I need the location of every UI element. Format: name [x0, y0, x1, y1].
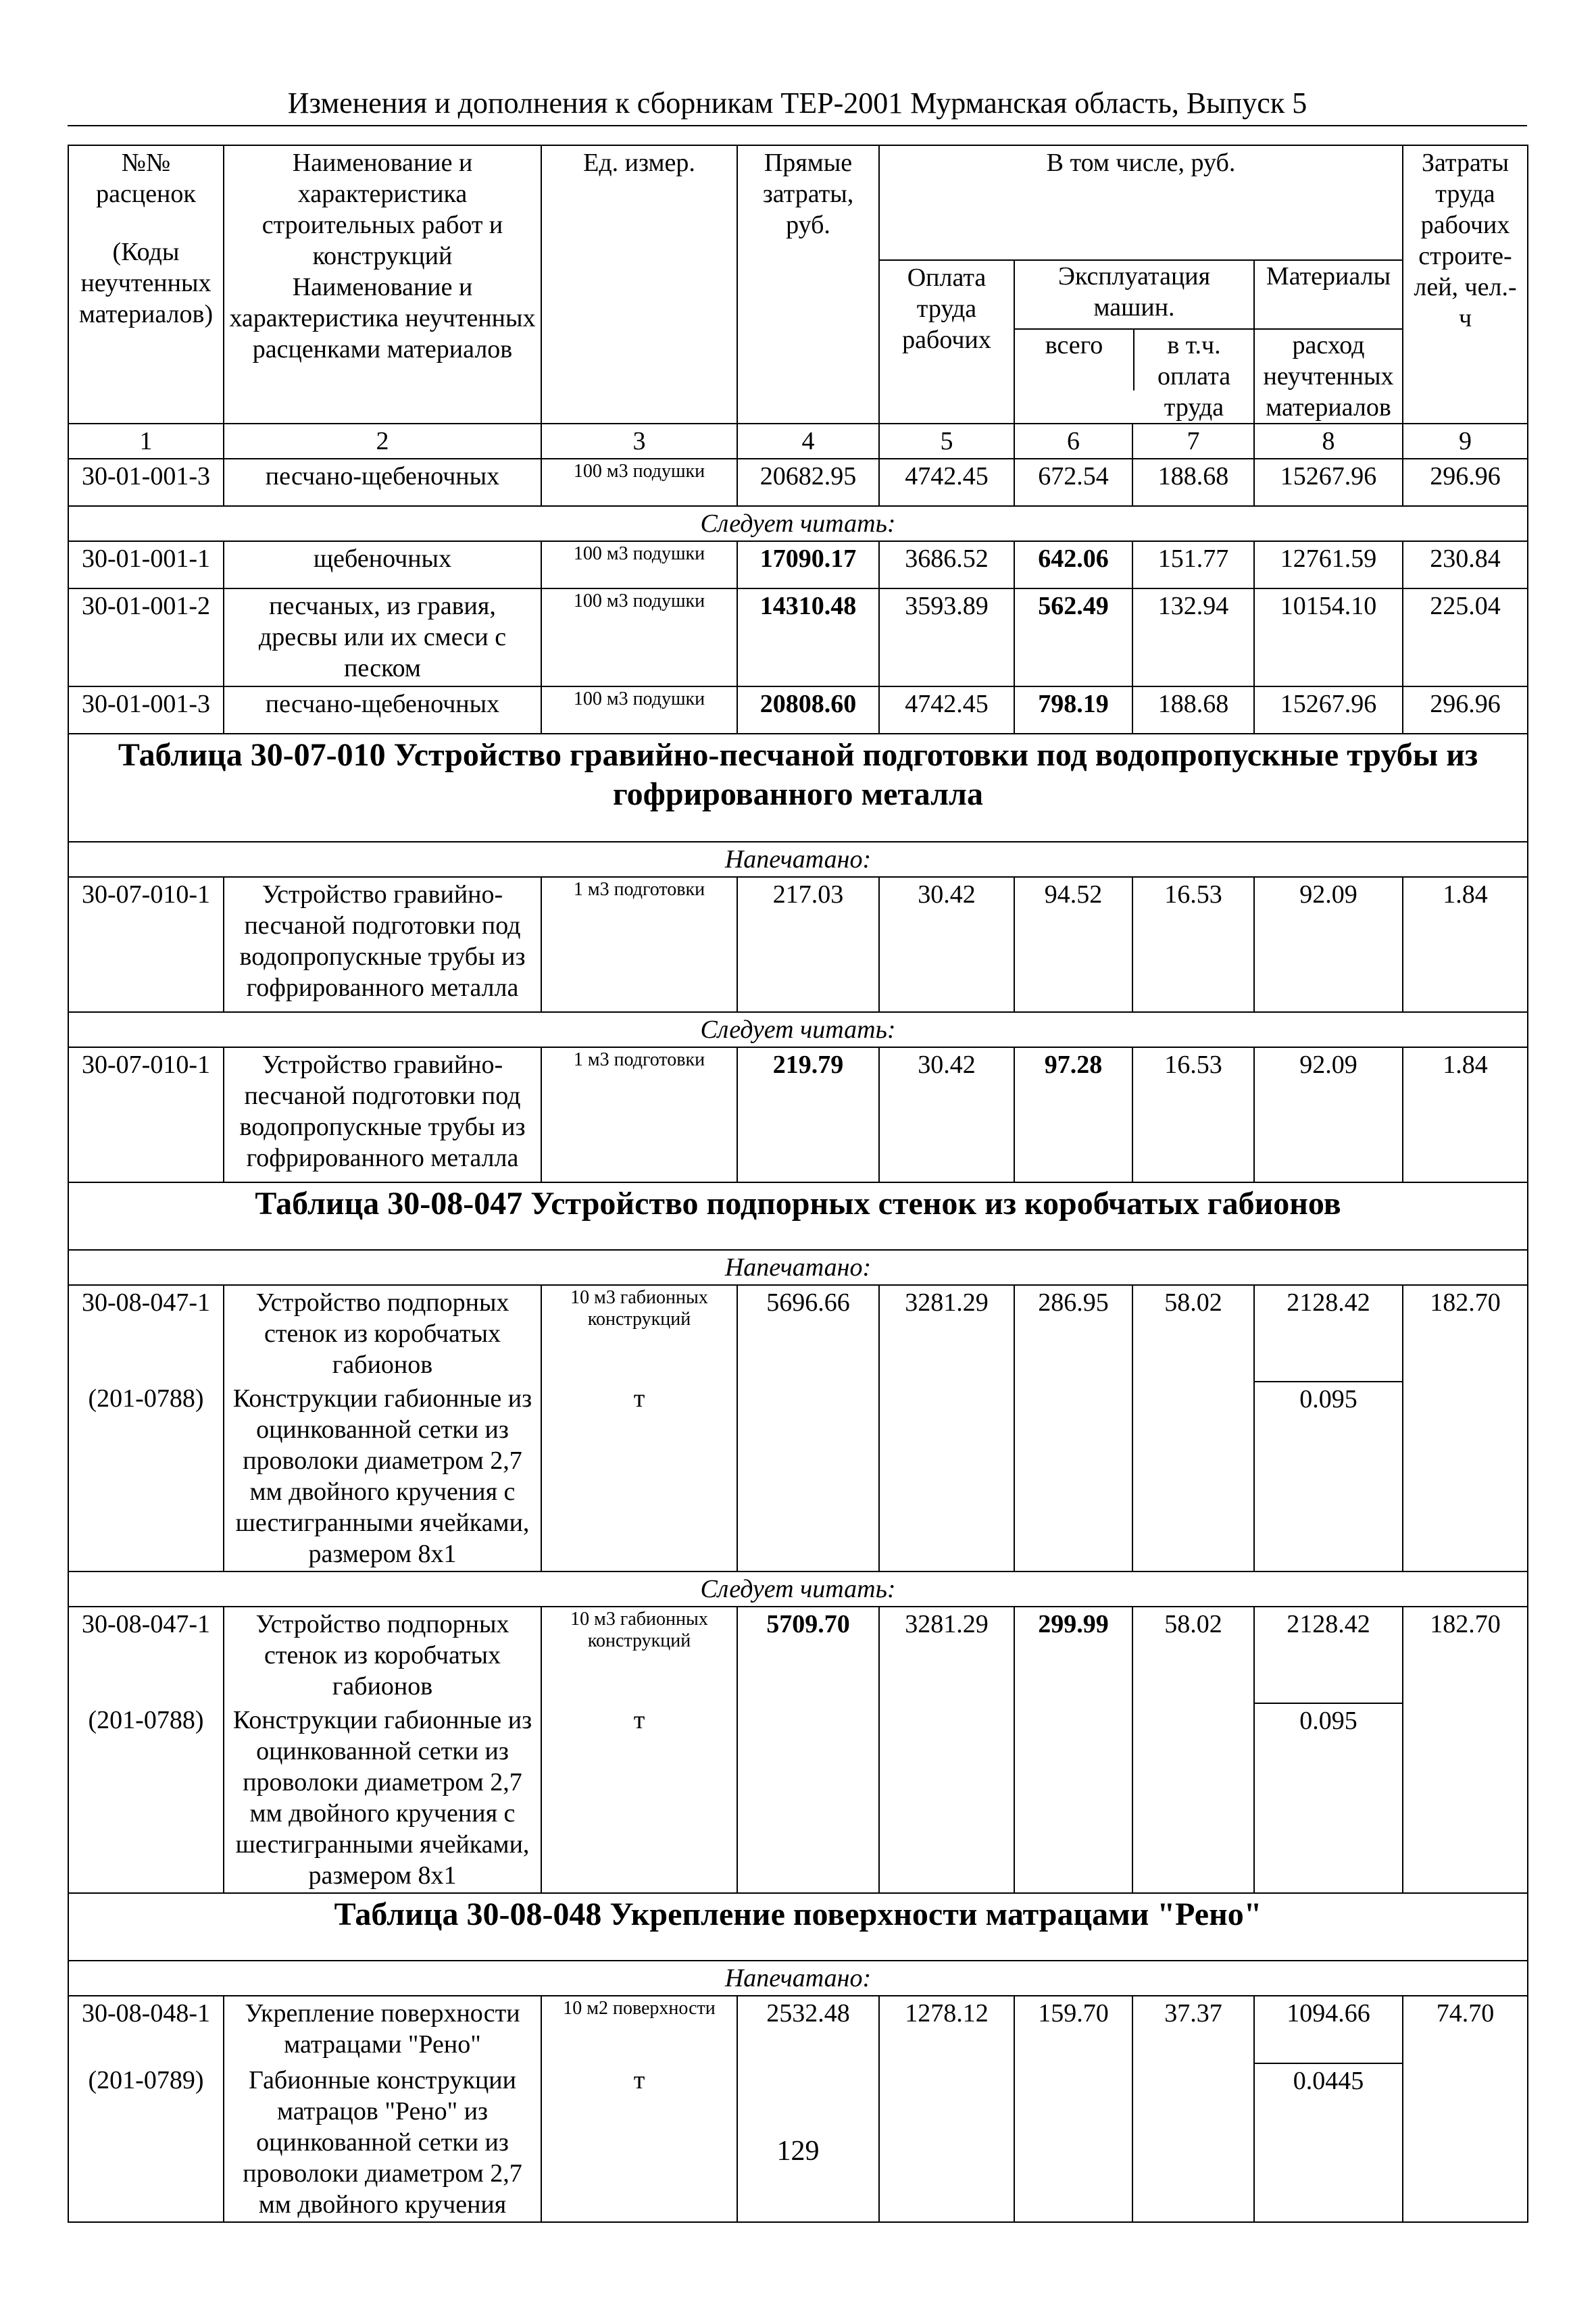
printed-note: Напечатано: — [68, 842, 1528, 877]
section-title: Таблица 30-08-047 Устройство подпорных стенок из коробчатых габионов — [68, 1182, 1528, 1250]
col-direct-header: Прямые затраты, руб. — [737, 145, 879, 424]
table-row: 30-08-047-1 Устройство подпорных стенок из коробчатых габионов 10 м3 габионных конструкций 5709.70 3281.29 299.99 58.02 2128.42 182.70 — [68, 1607, 1528, 1703]
col-materials-header: Материалы расход неучтенных материалов — [1254, 260, 1403, 424]
page-header: Изменения и дополнения к сборникам ТЕР-2001 Мурманская область, Выпуск 5 — [287, 86, 1307, 120]
read-as-note: Следует читать: — [68, 1012, 1528, 1047]
material-row: (201-0788) Конструкции габионные из оцинкованной сетки из проволоки диаметром 2,7 мм двойного кручения с шестигранными ячейками, размером 8х1 т 0.095 — [68, 1703, 1528, 1893]
column-numbers-row: 1 2 3 4 5 6 7 8 9 — [68, 424, 1528, 459]
col-code-header: №№ расценок (Коды неучтенных материалов) — [68, 145, 224, 424]
read-as-note: Следует читать: — [68, 506, 1528, 541]
col-labor-header: Оплата труда рабочих — [879, 260, 1014, 424]
section-title: Таблица 30-08-048 Укрепление поверхности матрацами "Рено" — [68, 1893, 1528, 1961]
table-row: 30-01-001-3 песчано-щебеночных 100 м3 подушки 20808.60 4742.45 798.19 188.68 15267.96 296.96 — [68, 686, 1528, 734]
table-row: 30-07-010-1 Устройство гравийно-песчаной подготовки под водопропускные трубы из гофрированного металла 1 м3 подготовки 217.03 30.42 94.52 16.53 92.09 1.84 — [68, 877, 1528, 1012]
table-row: 30-01-001-3 песчано-щебеночных 100 м3 подушки 20682.95 4742.45 672.54 188.68 15267.96 296.96 — [68, 459, 1528, 506]
col-incl-header: В том числе, руб. — [879, 145, 1403, 260]
col-hours-header: Затраты труда рабочих строите-лей, чел.-ч — [1403, 145, 1528, 424]
col-machines-header: Эксплуатация машин. всего в т.ч. оплата труда — [1014, 260, 1254, 424]
table-row: 30-08-048-1 Укрепление поверхности матрацами "Рено" 10 м2 поверхности 2532.48 1278.12 159.70 37.37 1094.66 74.70 — [68, 1996, 1528, 2063]
rates-table — [68, 145, 1528, 2223]
col-unit-header: Ед. измер. — [541, 145, 737, 424]
table-row: 30-01-001-2 песчаных, из гравия, дресвы или их смеси с песком 100 м3 подушки 14310.48 3593.89 562.49 132.94 10154.10 225.04 — [68, 588, 1528, 686]
material-row: (201-0789) Габионные конструкции матрацов "Рено" из оцинкованной сетки из проволоки диаметром 2,7 мм двойного кручения т 0.0445 — [68, 2063, 1528, 2222]
page-number: 129 — [776, 2136, 820, 2167]
printed-note: Напечатано: — [68, 1961, 1528, 1996]
printed-note: Напечатано: — [68, 1250, 1528, 1285]
header-rule — [68, 125, 1527, 126]
read-as-note: Следует читать: — [68, 1571, 1528, 1607]
material-row: (201-0788) Конструкции габионные из оцинкованной сетки из проволоки диаметром 2,7 мм двойного кручения с шестигранными ячейками, размером 8х1 т 0.095 — [68, 1382, 1528, 1571]
table-row: 30-01-001-1 щебеночных 100 м3 подушки 17090.17 3686.52 642.06 151.77 12761.59 230.84 — [68, 541, 1528, 588]
table-row: 30-07-010-1 Устройство гравийно-песчаной подготовки под водопропускные трубы из гофрированного металла 1 м3 подготовки 219.79 30.42 97.28 16.53 92.09 1.84 — [68, 1047, 1528, 1182]
section-title: Таблица 30-07-010 Устройство гравийно-песчаной подготовки под водопропускные трубы из гофрированного металла — [68, 734, 1528, 842]
col-name-header: Наименование и характеристика строительных работ и конструкций Наименование и характеристика неучтенных расценками материалов — [224, 145, 541, 424]
table-row: 30-08-047-1 Устройство подпорных стенок из коробчатых габионов 10 м3 габионных конструкций 5696.66 3281.29 286.95 58.02 2128.42 182.70 — [68, 1285, 1528, 1382]
